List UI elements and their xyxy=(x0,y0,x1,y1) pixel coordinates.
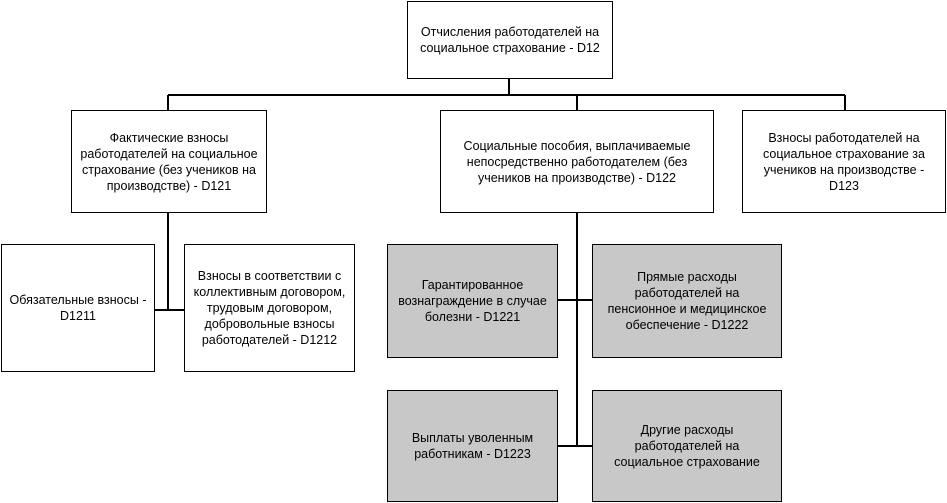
node-d121-label: Фактические взносы работодателей на социальное страхование (без учеников на производстве) - D121 xyxy=(80,130,258,193)
node-d1222-label: Прямые расходы работодателей на пенсионное и медицинское обеспечение - D1222 xyxy=(607,270,767,332)
node-d1223-label: Выплаты уволенным работникам - D1223 xyxy=(411,431,534,461)
node-d121 xyxy=(71,110,267,213)
node-d-other-label: Другие расходы работодателей на социальное страхование xyxy=(614,423,760,469)
node-d123 xyxy=(742,110,946,213)
node-d1211 xyxy=(1,244,155,372)
node-d1223 xyxy=(387,390,558,502)
node-d1211-label: Обязательные взносы - D1211 xyxy=(9,293,147,323)
node-d1222 xyxy=(592,244,782,358)
node-d1221-label: Гарантированное вознаграждение в случае болезни - D1221 xyxy=(398,278,547,324)
node-d1212 xyxy=(184,244,355,372)
node-d1221 xyxy=(387,244,558,358)
node-d12 xyxy=(407,1,613,79)
node-d12-label: Отчисления работодателей на социальное страхование - D12 xyxy=(420,25,600,55)
node-d122-label: Социальные пособия, выплачиваемые непосредственно работодателем (без учеников на производстве) - D122 xyxy=(463,138,691,185)
node-d123-label: Взносы работодателей на социальное страхование за учеников на производстве - D123 xyxy=(763,130,925,193)
node-d122 xyxy=(440,110,714,213)
node-d-other xyxy=(592,390,782,502)
node-d1212-label: Взносы в соответствии с коллективным договором, трудовым договором, добровольные взносы работодателей - D1212 xyxy=(193,269,346,347)
